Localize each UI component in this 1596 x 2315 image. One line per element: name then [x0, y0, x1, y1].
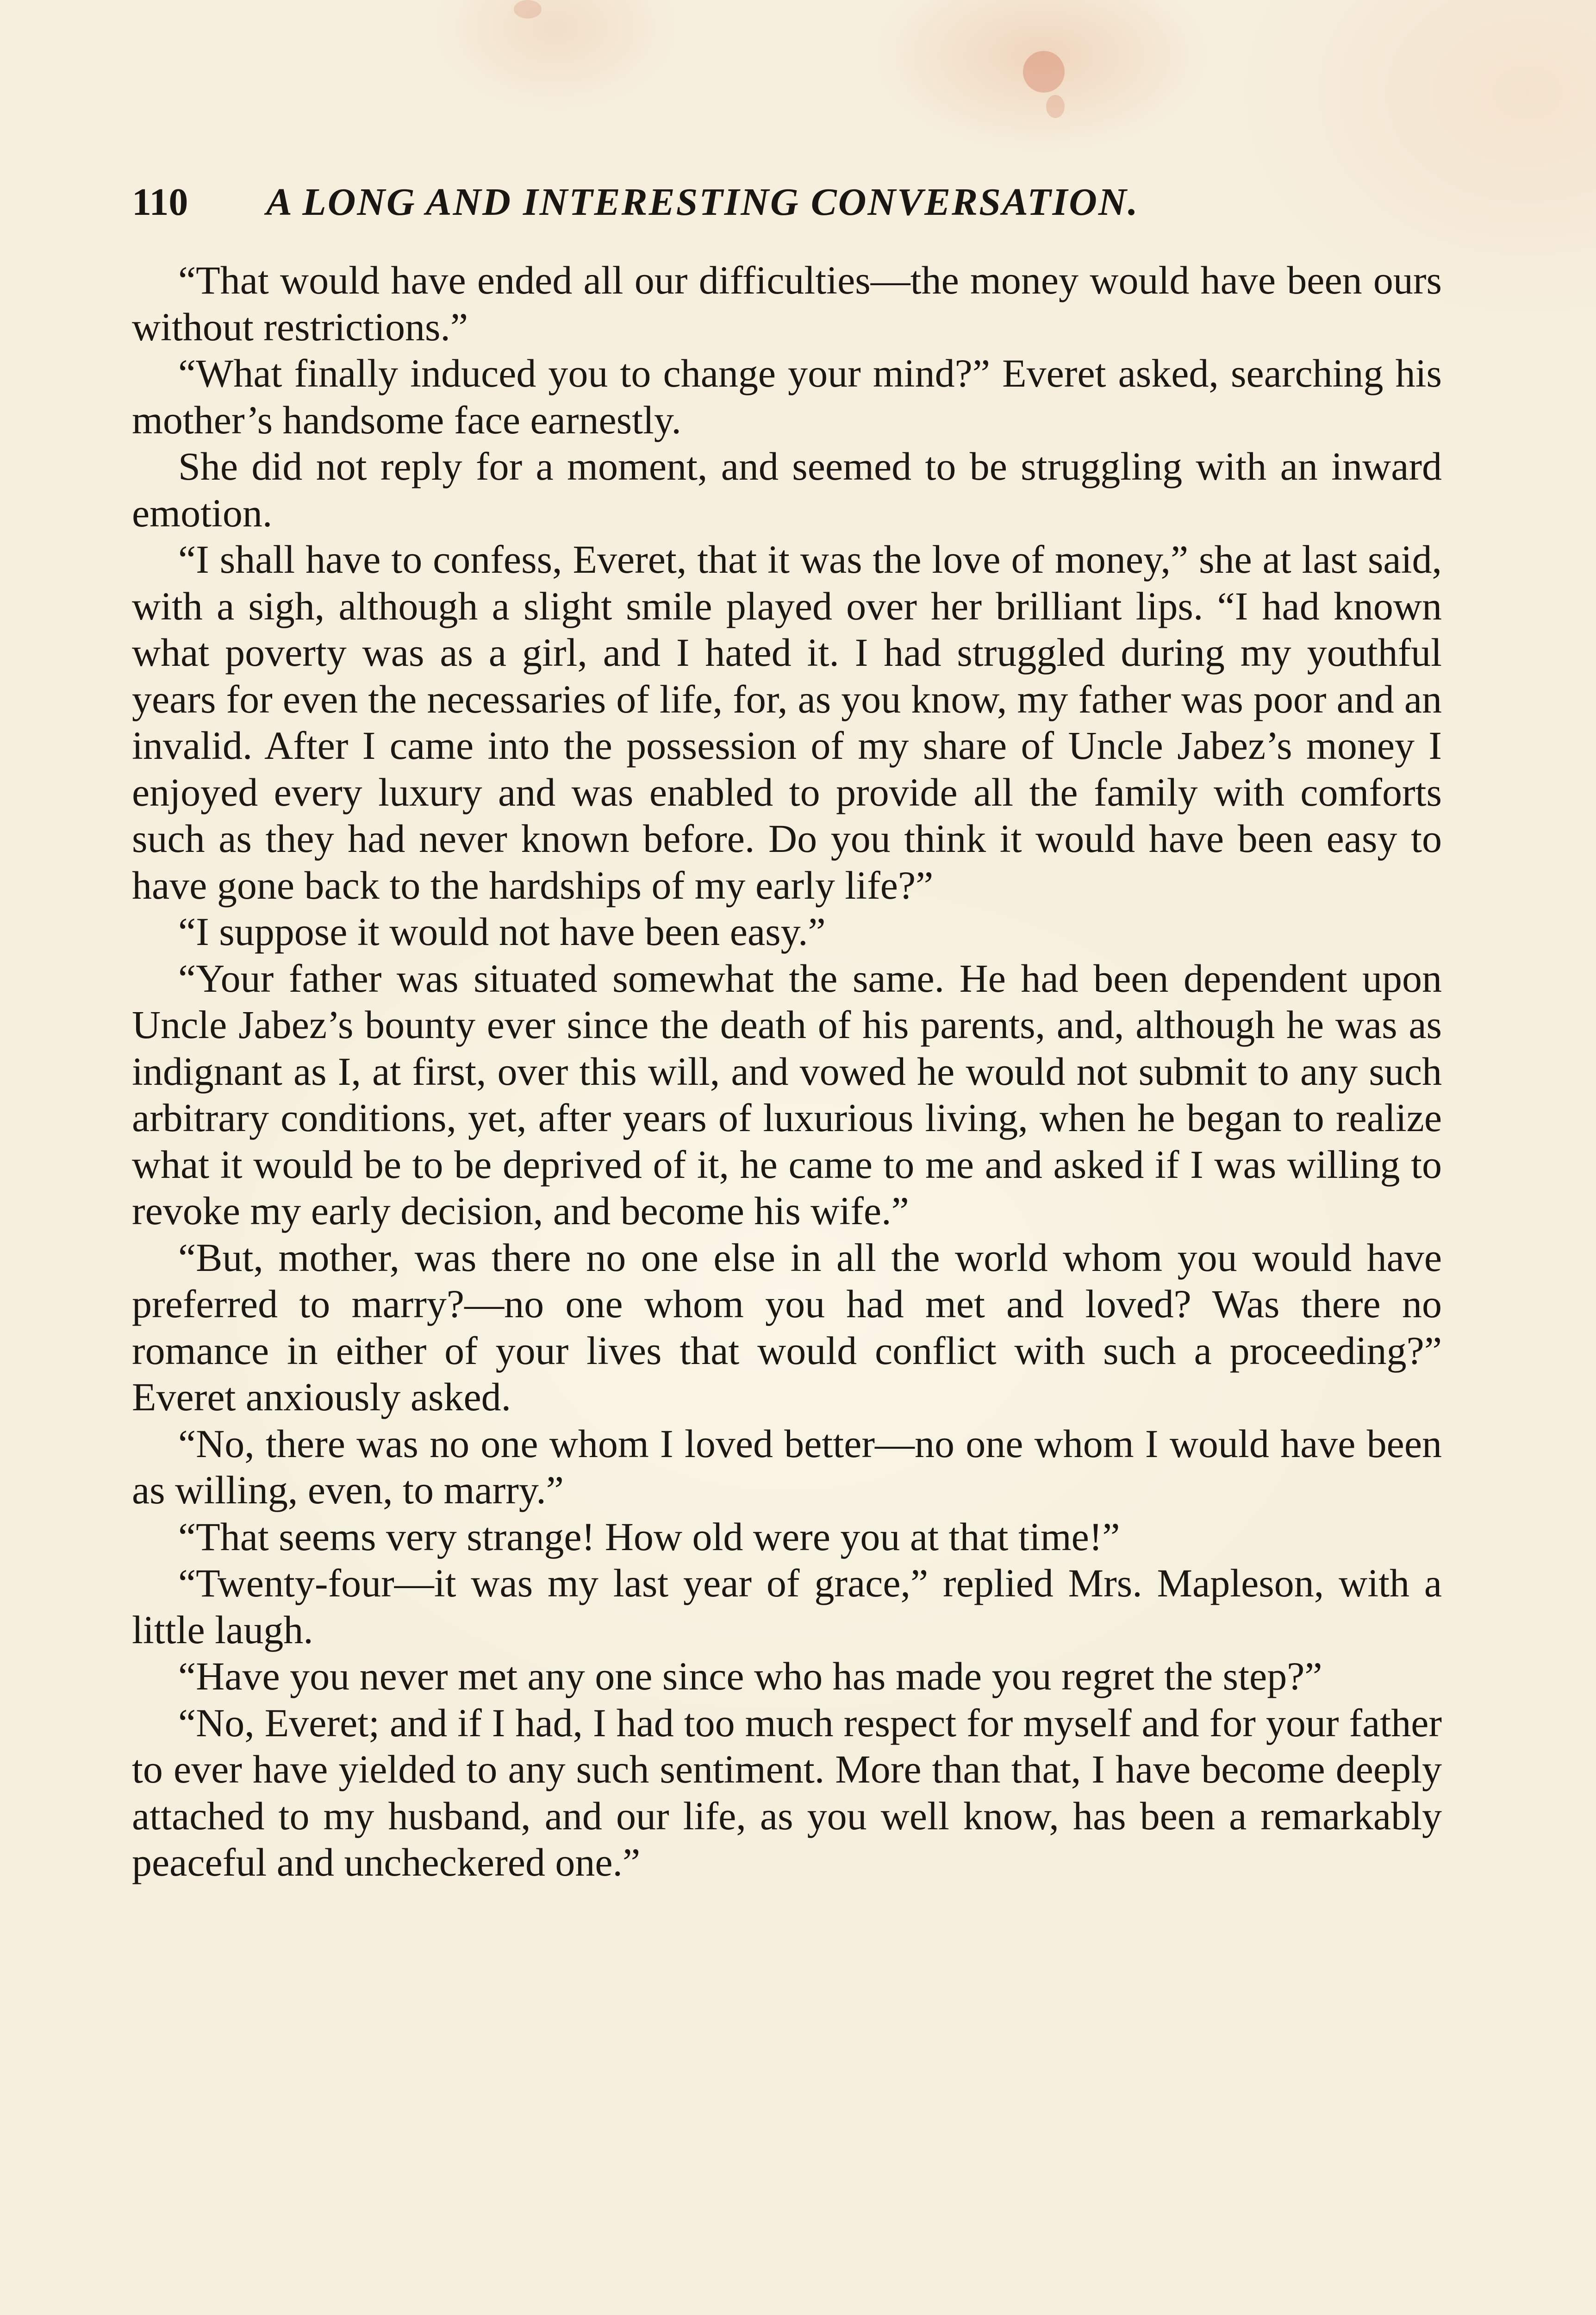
paragraph: “No, there was no one whom I loved better—no one whom I would have been as willing, even, to marry.”	[132, 1421, 1442, 1512]
paragraph: “But, mother, was there no one else in all the world whom you would have preferred to marry?—no one whom you had met and loved? Was there no romance in either of your lives that would conflict with such a proceeding?” Everet anxiously asked.	[132, 1235, 1442, 1419]
paper-stain	[1023, 51, 1065, 93]
paragraph: “That would have ended all our difficulties—the money would have been ours without restrictions.”	[132, 258, 1442, 349]
body-text	[132, 257, 1442, 1886]
paper-stain	[514, 0, 542, 19]
paragraph: “I shall have to confess, Everet, that it was the love of money,” she at last said, with a sigh, although a slight smile played over her brilliant lips. “I had known what poverty was as a girl, and I hated it. I had struggled during my youthful years for even the necessaries of life, for, as you know, my father was poor and an invalid. After I came into the possession of my share of Uncle Jabez’s money I enjoyed every luxury and was enabled to provide all the family with comforts such as they had never known before. Do you think it would have been easy to have gone back to the hardships of my early life?”	[132, 537, 1442, 907]
paragraph: “Have you never met any one since who has made you regret the step?”	[178, 1654, 1322, 1698]
paper-stain	[1046, 95, 1065, 118]
paragraph: “That seems very strange! How old were you at that time!”	[178, 1514, 1120, 1559]
page-header	[132, 180, 1363, 240]
running-title: A LONG AND INTERESTING CONVERSATION.	[266, 181, 1139, 224]
paragraph: “What finally induced you to change your mind?” Everet asked, searching his mother’s handsome face earnestly.	[132, 351, 1442, 442]
paragraph: “I suppose it would not have been easy.”	[178, 909, 826, 954]
paragraph: “No, Everet; and if I had, I had too much respect for myself and for your father to ever have yielded to any such sentiment. More than that, I have become deeply attached to my husband, and our life, as you well know, has been a remarkably peaceful and uncheckered one.”	[132, 1700, 1442, 1884]
paragraph: She did not reply for a moment, and seemed to be struggling with an inward emotion.	[132, 444, 1442, 535]
paragraph: “Your father was situated somewhat the same. He had been dependent upon Uncle Jabez’s bounty ever since the death of his parents, and, although he was as indignant as I, at first, over this will, and vowed he would not submit to any such arbitrary conditions, yet, after years of luxurious living, when he began to realize what it would be to be deprived of it, he came to me and asked if I was willing to revoke my early decision, and become his wife.”	[132, 956, 1442, 1233]
paragraph: “Twenty-four—it was my last year of grace,” replied Mrs. Mapleson, with a little laugh.	[132, 1561, 1442, 1652]
page-number: 110	[132, 181, 188, 224]
